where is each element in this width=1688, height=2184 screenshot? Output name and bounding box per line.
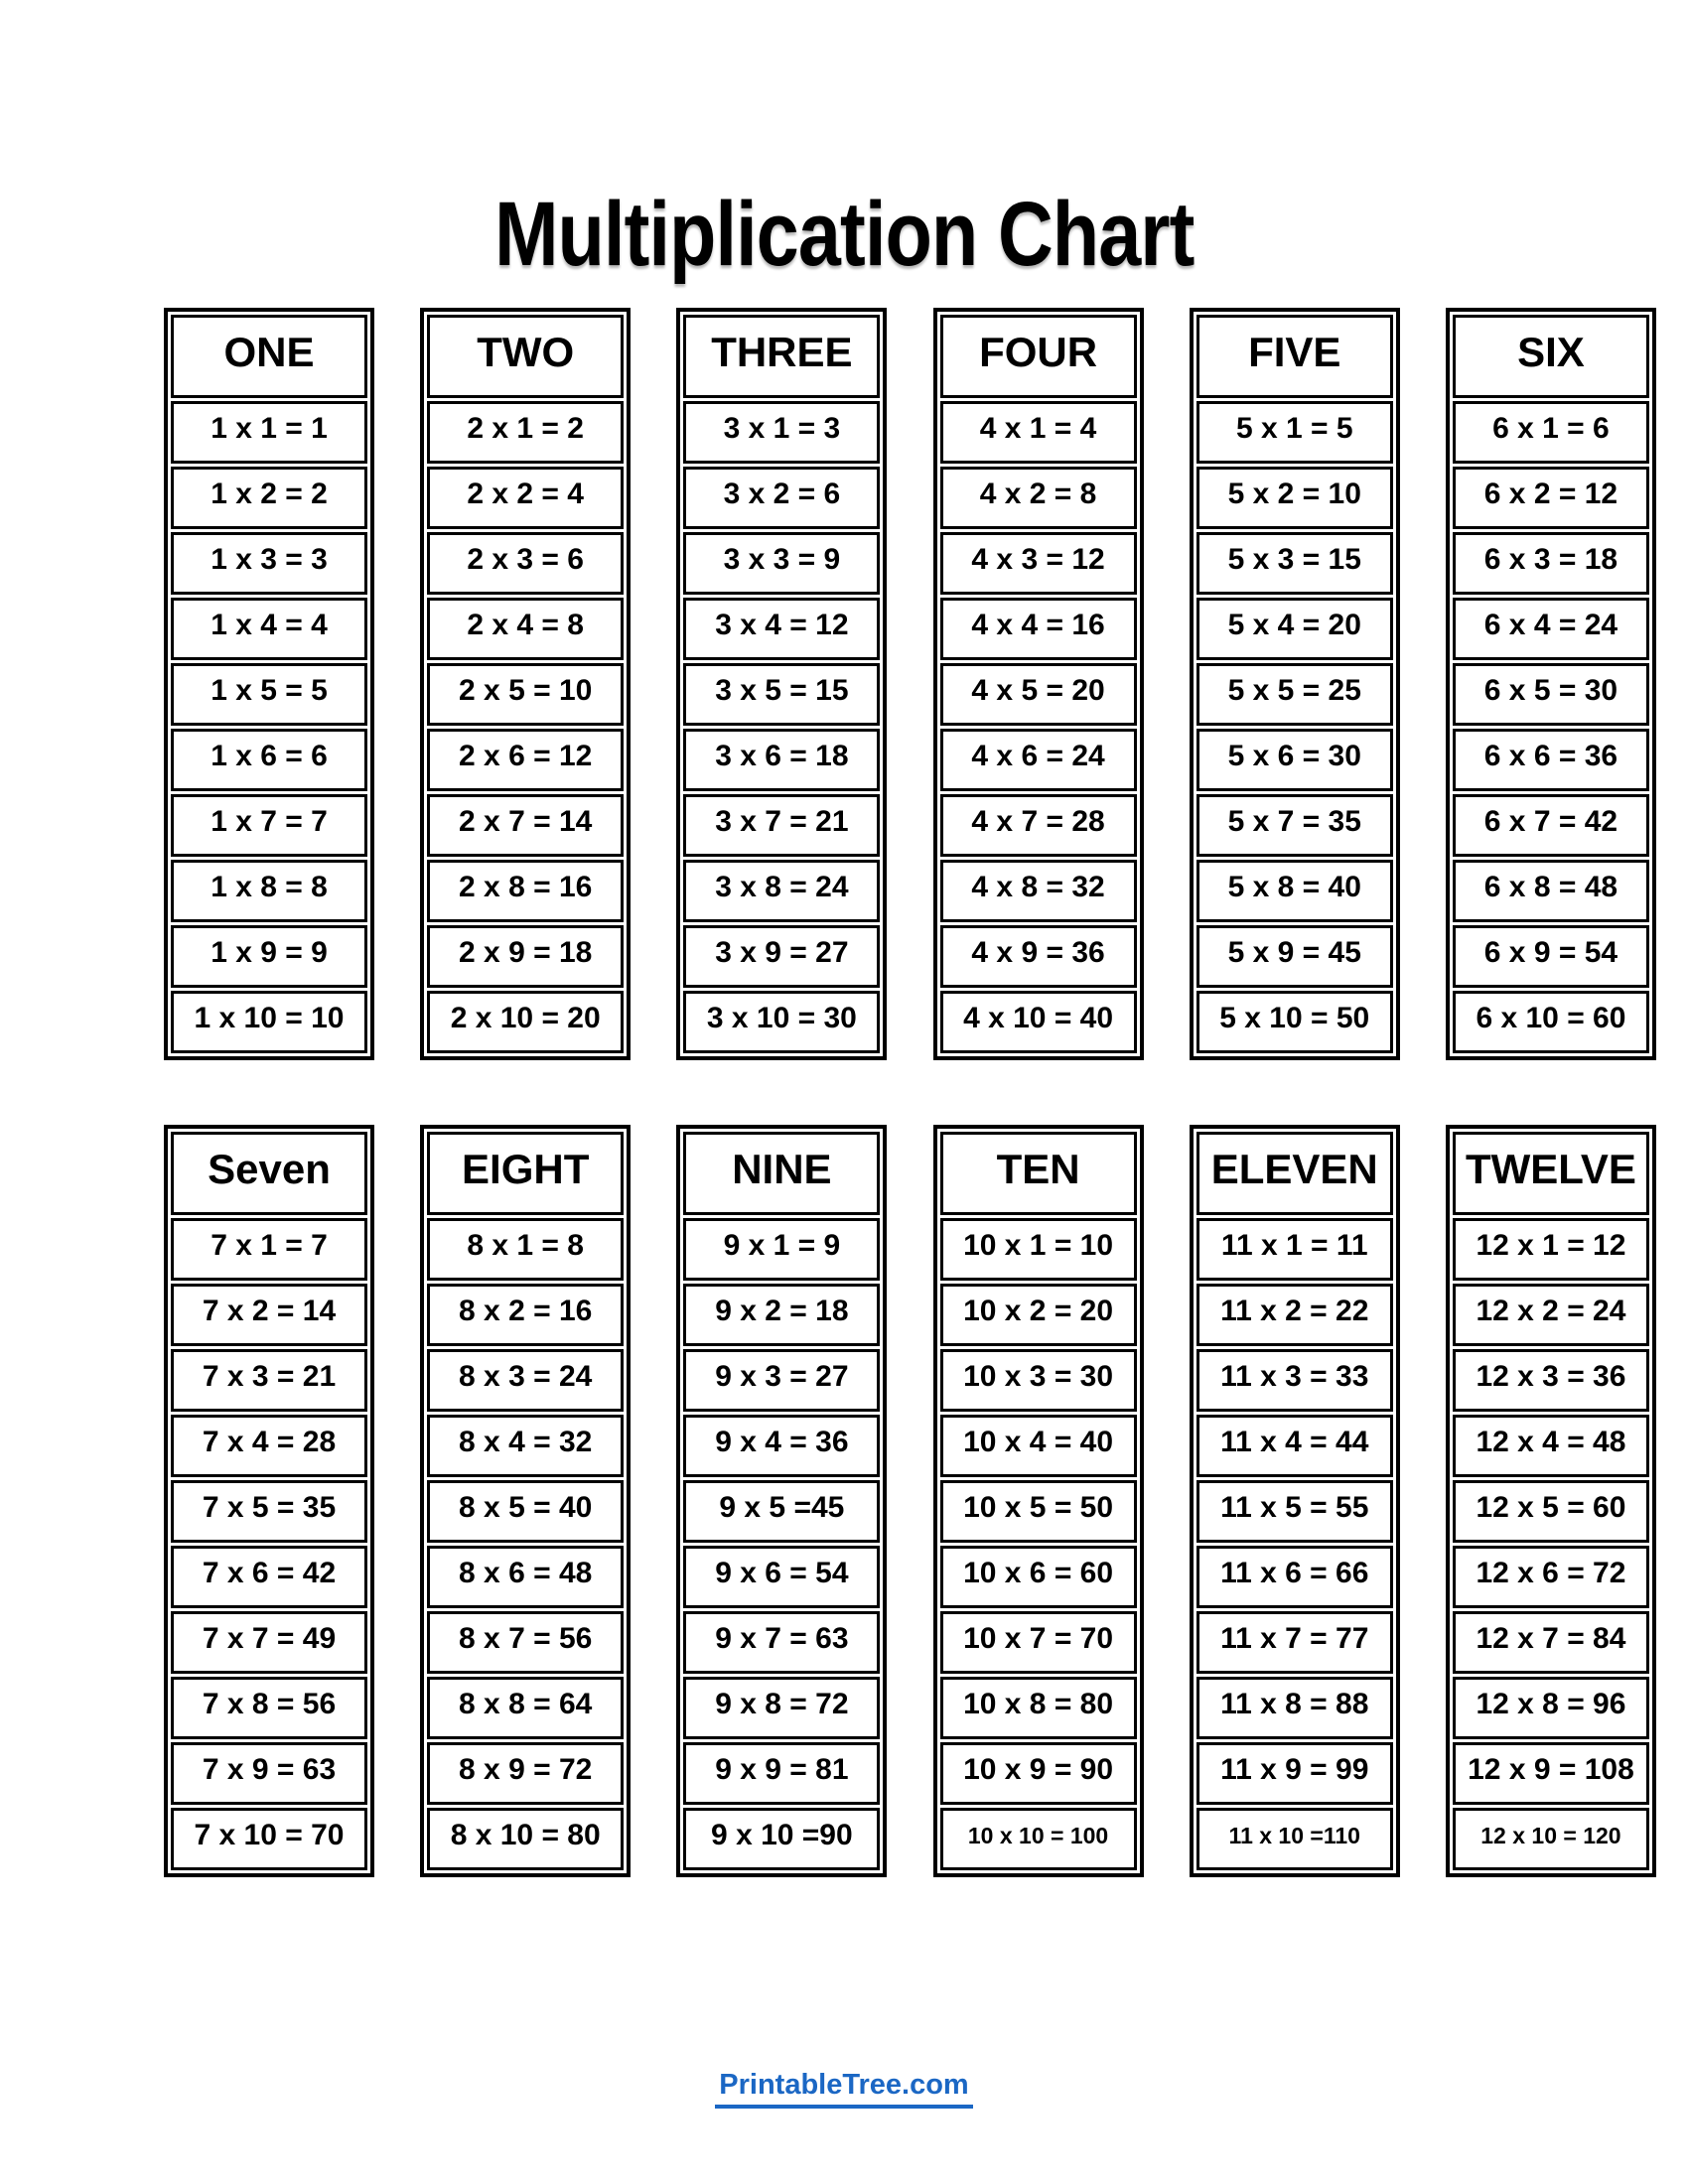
fact-cell: 8 x 1 = 8 xyxy=(427,1218,624,1281)
fact-cell: 11 x 6 = 66 xyxy=(1196,1546,1393,1608)
fact-cell: 8 x 9 = 72 xyxy=(427,1742,624,1805)
table-title: SIX xyxy=(1453,315,1649,398)
fact-cell: 4 x 7 = 28 xyxy=(940,794,1137,857)
fact-cell: 1 x 10 = 10 xyxy=(171,991,367,1053)
multiplication-table-four xyxy=(933,308,1144,1060)
fact-cell: 9 x 9 = 81 xyxy=(683,1742,880,1805)
fact-cell: 2 x 4 = 8 xyxy=(427,598,624,660)
multiplication-table-two xyxy=(420,308,631,1060)
fact-cell: 10 x 4 = 40 xyxy=(940,1415,1137,1477)
fact-cell: 8 x 7 = 56 xyxy=(427,1611,624,1674)
fact-cell: 3 x 8 = 24 xyxy=(683,860,880,922)
fact-cell: 9 x 5 =45 xyxy=(683,1480,880,1543)
fact-cell: 1 x 8 = 8 xyxy=(171,860,367,922)
fact-cell: 10 x 1 = 10 xyxy=(940,1218,1137,1281)
fact-cell: 4 x 2 = 8 xyxy=(940,467,1137,529)
fact-cell: 10 x 2 = 20 xyxy=(940,1284,1137,1346)
fact-cell: 7 x 4 = 28 xyxy=(171,1415,367,1477)
page-title-text: Multiplication Chart xyxy=(493,183,1195,285)
fact-cell: 12 x 8 = 96 xyxy=(1453,1677,1649,1739)
table-title: TWELVE xyxy=(1453,1132,1649,1215)
fact-cell: 9 x 1 = 9 xyxy=(683,1218,880,1281)
fact-cell: 3 x 6 = 18 xyxy=(683,729,880,791)
fact-cell: 9 x 2 = 18 xyxy=(683,1284,880,1346)
table-title: FOUR xyxy=(940,315,1137,398)
table-title: Seven xyxy=(171,1132,367,1215)
multiplication-table-twelve xyxy=(1446,1125,1656,1877)
fact-cell: 6 x 3 = 18 xyxy=(1453,532,1649,595)
fact-cell: 2 x 5 = 10 xyxy=(427,663,624,726)
fact-cell: 3 x 5 = 15 xyxy=(683,663,880,726)
fact-cell: 4 x 4 = 16 xyxy=(940,598,1137,660)
fact-cell: 7 x 10 = 70 xyxy=(171,1808,367,1870)
fact-cell: 12 x 3 = 36 xyxy=(1453,1349,1649,1412)
page-title xyxy=(0,183,1688,285)
fact-cell: 6 x 8 = 48 xyxy=(1453,860,1649,922)
fact-cell: 1 x 3 = 3 xyxy=(171,532,367,595)
multiplication-table-five xyxy=(1190,308,1400,1060)
multiplication-table-one xyxy=(164,308,374,1060)
fact-cell: 7 x 5 = 35 xyxy=(171,1480,367,1543)
table-title: NINE xyxy=(683,1132,880,1215)
fact-cell: 3 x 2 = 6 xyxy=(683,467,880,529)
multiplication-table-nine xyxy=(676,1125,887,1877)
fact-cell: 2 x 3 = 6 xyxy=(427,532,624,595)
multiplication-table-seven xyxy=(164,1125,374,1877)
fact-cell: 5 x 4 = 20 xyxy=(1196,598,1393,660)
fact-cell: 10 x 5 = 50 xyxy=(940,1480,1137,1543)
fact-cell: 6 x 9 = 54 xyxy=(1453,925,1649,988)
footer xyxy=(0,2071,1688,2109)
fact-cell: 1 x 4 = 4 xyxy=(171,598,367,660)
fact-cell: 9 x 3 = 27 xyxy=(683,1349,880,1412)
fact-cell: 9 x 6 = 54 xyxy=(683,1546,880,1608)
fact-cell: 1 x 9 = 9 xyxy=(171,925,367,988)
fact-cell: 4 x 1 = 4 xyxy=(940,401,1137,464)
table-title: THREE xyxy=(683,315,880,398)
fact-cell: 6 x 5 = 30 xyxy=(1453,663,1649,726)
fact-cell: 8 x 3 = 24 xyxy=(427,1349,624,1412)
fact-cell: 11 x 4 = 44 xyxy=(1196,1415,1393,1477)
fact-cell: 4 x 6 = 24 xyxy=(940,729,1137,791)
fact-cell: 11 x 10 =110 xyxy=(1196,1808,1393,1870)
fact-cell: 6 x 10 = 60 xyxy=(1453,991,1649,1053)
tables-row-1 xyxy=(164,308,1656,1060)
fact-cell: 5 x 8 = 40 xyxy=(1196,860,1393,922)
fact-cell: 2 x 7 = 14 xyxy=(427,794,624,857)
fact-cell: 8 x 5 = 40 xyxy=(427,1480,624,1543)
fact-cell: 6 x 4 = 24 xyxy=(1453,598,1649,660)
fact-cell: 7 x 8 = 56 xyxy=(171,1677,367,1739)
fact-cell: 12 x 10 = 120 xyxy=(1453,1808,1649,1870)
fact-cell: 8 x 8 = 64 xyxy=(427,1677,624,1739)
fact-cell: 5 x 5 = 25 xyxy=(1196,663,1393,726)
fact-cell: 1 x 2 = 2 xyxy=(171,467,367,529)
multiplication-table-eleven xyxy=(1190,1125,1400,1877)
fact-cell: 12 x 7 = 84 xyxy=(1453,1611,1649,1674)
fact-cell: 3 x 9 = 27 xyxy=(683,925,880,988)
fact-cell: 8 x 6 = 48 xyxy=(427,1546,624,1608)
fact-cell: 3 x 10 = 30 xyxy=(683,991,880,1053)
fact-cell: 10 x 6 = 60 xyxy=(940,1546,1137,1608)
fact-cell: 12 x 9 = 108 xyxy=(1453,1742,1649,1805)
multiplication-table-three xyxy=(676,308,887,1060)
fact-cell: 4 x 9 = 36 xyxy=(940,925,1137,988)
fact-cell: 6 x 2 = 12 xyxy=(1453,467,1649,529)
fact-cell: 1 x 7 = 7 xyxy=(171,794,367,857)
fact-cell: 6 x 7 = 42 xyxy=(1453,794,1649,857)
fact-cell: 7 x 7 = 49 xyxy=(171,1611,367,1674)
tables-row-2 xyxy=(164,1125,1656,1877)
fact-cell: 5 x 7 = 35 xyxy=(1196,794,1393,857)
fact-cell: 10 x 3 = 30 xyxy=(940,1349,1137,1412)
fact-cell: 3 x 4 = 12 xyxy=(683,598,880,660)
footer-link[interactable]: PrintableTree.com xyxy=(715,2071,972,2109)
fact-cell: 11 x 7 = 77 xyxy=(1196,1611,1393,1674)
fact-cell: 8 x 4 = 32 xyxy=(427,1415,624,1477)
fact-cell: 12 x 2 = 24 xyxy=(1453,1284,1649,1346)
table-title: FIVE xyxy=(1196,315,1393,398)
fact-cell: 2 x 6 = 12 xyxy=(427,729,624,791)
fact-cell: 8 x 10 = 80 xyxy=(427,1808,624,1870)
fact-cell: 11 x 1 = 11 xyxy=(1196,1218,1393,1281)
fact-cell: 7 x 1 = 7 xyxy=(171,1218,367,1281)
fact-cell: 5 x 9 = 45 xyxy=(1196,925,1393,988)
fact-cell: 4 x 5 = 20 xyxy=(940,663,1137,726)
table-title: TEN xyxy=(940,1132,1137,1215)
fact-cell: 11 x 9 = 99 xyxy=(1196,1742,1393,1805)
table-title: EIGHT xyxy=(427,1132,624,1215)
fact-cell: 7 x 9 = 63 xyxy=(171,1742,367,1805)
fact-cell: 5 x 3 = 15 xyxy=(1196,532,1393,595)
fact-cell: 6 x 1 = 6 xyxy=(1453,401,1649,464)
fact-cell: 10 x 7 = 70 xyxy=(940,1611,1137,1674)
fact-cell: 1 x 6 = 6 xyxy=(171,729,367,791)
fact-cell: 2 x 1 = 2 xyxy=(427,401,624,464)
table-title: TWO xyxy=(427,315,624,398)
multiplication-table-ten xyxy=(933,1125,1144,1877)
fact-cell: 3 x 1 = 3 xyxy=(683,401,880,464)
fact-cell: 8 x 2 = 16 xyxy=(427,1284,624,1346)
fact-cell: 12 x 1 = 12 xyxy=(1453,1218,1649,1281)
fact-cell: 10 x 10 = 100 xyxy=(940,1808,1137,1870)
fact-cell: 4 x 8 = 32 xyxy=(940,860,1137,922)
table-title: ONE xyxy=(171,315,367,398)
fact-cell: 11 x 5 = 55 xyxy=(1196,1480,1393,1543)
fact-cell: 1 x 1 = 1 xyxy=(171,401,367,464)
fact-cell: 2 x 8 = 16 xyxy=(427,860,624,922)
fact-cell: 4 x 10 = 40 xyxy=(940,991,1137,1053)
fact-cell: 6 x 6 = 36 xyxy=(1453,729,1649,791)
fact-cell: 9 x 4 = 36 xyxy=(683,1415,880,1477)
fact-cell: 12 x 5 = 60 xyxy=(1453,1480,1649,1543)
multiplication-table-six xyxy=(1446,308,1656,1060)
fact-cell: 11 x 3 = 33 xyxy=(1196,1349,1393,1412)
fact-cell: 1 x 5 = 5 xyxy=(171,663,367,726)
fact-cell: 9 x 8 = 72 xyxy=(683,1677,880,1739)
fact-cell: 9 x 7 = 63 xyxy=(683,1611,880,1674)
fact-cell: 3 x 7 = 21 xyxy=(683,794,880,857)
fact-cell: 5 x 10 = 50 xyxy=(1196,991,1393,1053)
fact-cell: 2 x 9 = 18 xyxy=(427,925,624,988)
fact-cell: 9 x 10 =90 xyxy=(683,1808,880,1870)
fact-cell: 12 x 6 = 72 xyxy=(1453,1546,1649,1608)
fact-cell: 2 x 2 = 4 xyxy=(427,467,624,529)
fact-cell: 5 x 1 = 5 xyxy=(1196,401,1393,464)
fact-cell: 7 x 6 = 42 xyxy=(171,1546,367,1608)
fact-cell: 11 x 2 = 22 xyxy=(1196,1284,1393,1346)
fact-cell: 3 x 3 = 9 xyxy=(683,532,880,595)
fact-cell: 2 x 10 = 20 xyxy=(427,991,624,1053)
fact-cell: 11 x 8 = 88 xyxy=(1196,1677,1393,1739)
fact-cell: 7 x 2 = 14 xyxy=(171,1284,367,1346)
fact-cell: 10 x 8 = 80 xyxy=(940,1677,1137,1739)
fact-cell: 4 x 3 = 12 xyxy=(940,532,1137,595)
fact-cell: 12 x 4 = 48 xyxy=(1453,1415,1649,1477)
fact-cell: 10 x 9 = 90 xyxy=(940,1742,1137,1805)
fact-cell: 7 x 3 = 21 xyxy=(171,1349,367,1412)
table-title: ELEVEN xyxy=(1196,1132,1393,1215)
multiplication-table-eight xyxy=(420,1125,631,1877)
fact-cell: 5 x 6 = 30 xyxy=(1196,729,1393,791)
fact-cell: 5 x 2 = 10 xyxy=(1196,467,1393,529)
